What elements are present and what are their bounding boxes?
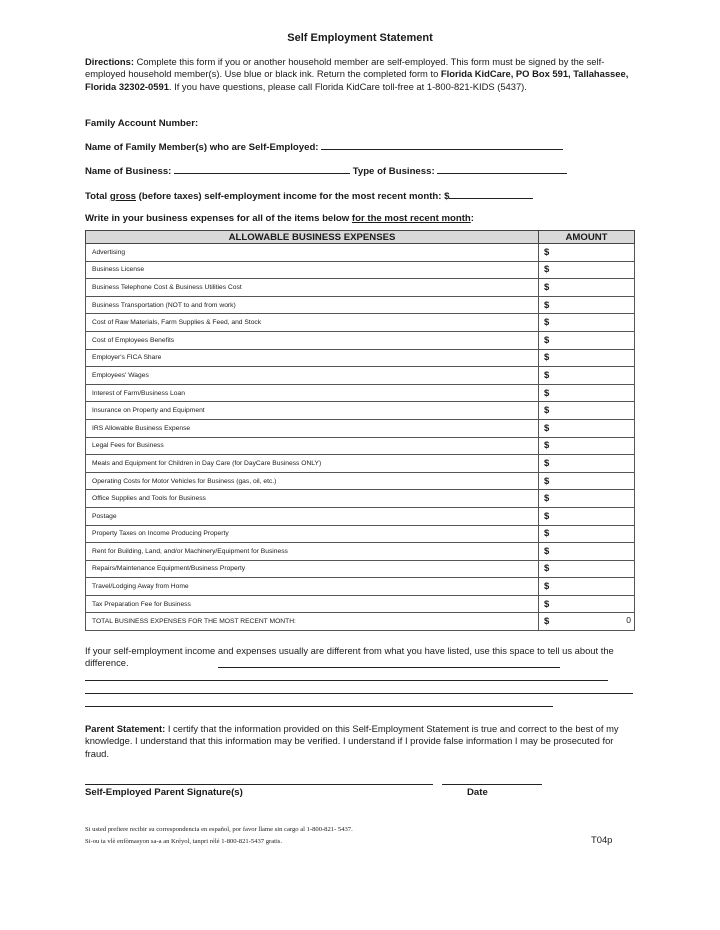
expense-item-label: Travel/Lodging Away from Home	[86, 578, 539, 596]
expense-amount-field[interactable]	[539, 543, 635, 561]
total-label: TOTAL BUSINESS EXPENSES FOR THE MOST RECENT MONTH:	[86, 613, 539, 631]
signature-line[interactable]	[85, 784, 433, 785]
table-row	[86, 507, 635, 525]
table-row	[86, 578, 635, 596]
expense-amount-field[interactable]	[539, 507, 635, 525]
expense-amount-field[interactable]	[539, 578, 635, 596]
expenses-table	[85, 230, 635, 631]
expense-amount-field[interactable]	[539, 349, 635, 367]
expense-amount-field[interactable]	[539, 331, 635, 349]
table-row	[86, 419, 635, 437]
expense-item-label: Property Taxes on Income Producing Property	[86, 525, 539, 543]
currency-symbol: $	[544, 246, 550, 258]
expense-amount-field[interactable]	[539, 296, 635, 314]
expense-item-label: Legal Fees for Business	[86, 437, 539, 455]
account-number-field[interactable]	[85, 118, 198, 129]
table-row	[86, 437, 635, 455]
expense-item-label: Business License	[86, 261, 539, 279]
currency-symbol: $	[544, 581, 550, 593]
amount-column-header: AMOUNT	[539, 231, 635, 244]
directions-contact: . If you have questions, please call Florida KidCare toll-free at 1-800-821-KIDS (5437).	[168, 80, 527, 92]
expense-item-label: Employer's FICA Share	[86, 349, 539, 367]
expenses-table-body	[86, 244, 635, 631]
currency-symbol: $	[544, 317, 550, 329]
expense-amount-field[interactable]	[539, 419, 635, 437]
expense-amount-field[interactable]	[539, 455, 635, 473]
expense-amount-field[interactable]	[539, 490, 635, 508]
business-fields	[85, 163, 567, 177]
table-row	[86, 455, 635, 473]
directions-text: Complete this form if you or another household member are self-employed. This form must be signed by the self-employed household member(s). Use blue or black ink. Return the completed form to	[85, 56, 605, 80]
date-label: Date	[467, 787, 488, 798]
table-row	[86, 261, 635, 279]
table-row	[86, 296, 635, 314]
total-row	[86, 613, 635, 631]
income-field	[85, 188, 533, 202]
currency-symbol: $	[544, 281, 550, 293]
currency-symbol: $	[544, 475, 550, 487]
directions-address: Florida KidCare, PO Box 591, Tallahassee, Florida 32302-0591	[85, 68, 629, 92]
date-line[interactable]	[442, 784, 542, 785]
expense-item-label: Rent for Building, Land, and/or Machinery/Equipment for Business	[86, 543, 539, 561]
income-gross-word: gross	[109, 191, 137, 202]
currency-symbol: $	[544, 440, 550, 452]
difference-line-1[interactable]	[218, 667, 560, 668]
business-name-label: Name of Business:	[85, 166, 172, 177]
members-input-line[interactable]	[321, 139, 563, 150]
expense-amount-field[interactable]	[539, 384, 635, 402]
expenses-intro-end: :	[470, 213, 474, 224]
table-row	[86, 384, 635, 402]
form-code: T04p	[591, 834, 613, 845]
expenses-intro-text: Write in your business expenses for all of the items below	[85, 213, 352, 224]
difference-line-2[interactable]	[85, 680, 608, 681]
expense-item-label: Meals and Equipment for Children in Day Care (for DayCare Business ONLY)	[86, 455, 539, 473]
expense-item-label: Employees' Wages	[86, 367, 539, 385]
table-row	[86, 402, 635, 420]
account-number-label: Family Account Number:	[85, 118, 199, 129]
expense-item-label: Operating Costs for Motor Vehicles for Business (gas, oil, etc.)	[86, 472, 539, 490]
expense-item-label: Business Telephone Cost & Business Utilities Cost	[86, 279, 539, 297]
members-label: Name of Family Member(s) who are Self-Employed:	[85, 142, 319, 153]
table-row	[86, 279, 635, 297]
currency-symbol: $	[544, 352, 550, 364]
expense-amount-field[interactable]	[539, 279, 635, 297]
table-row	[86, 331, 635, 349]
members-field	[85, 139, 563, 153]
expense-amount-field[interactable]	[539, 261, 635, 279]
expense-item-label: Insurance on Property and Equipment	[86, 402, 539, 420]
business-type-label: Type of Business:	[352, 166, 435, 177]
expense-item-label: Interest of Farm/Business Loan	[86, 384, 539, 402]
currency-symbol: $	[544, 510, 550, 522]
business-type-input-line[interactable]	[437, 163, 567, 174]
income-label: (before taxes) self-employment income for the most recent month: $	[136, 191, 450, 202]
expense-amount-field[interactable]	[539, 402, 635, 420]
expense-amount-field[interactable]	[539, 560, 635, 578]
currency-symbol: $	[544, 528, 550, 540]
income-prefix: Total	[85, 191, 110, 202]
table-header-row	[86, 231, 635, 244]
expense-item-label: Repairs/Maintenance Equipment/Business Property	[86, 560, 539, 578]
table-row	[86, 349, 635, 367]
signature-label: Self-Employed Parent Signature(s)	[85, 787, 243, 798]
currency-symbol: $	[544, 405, 550, 417]
directions-label: Directions:	[85, 56, 134, 67]
currency-symbol: $	[544, 545, 550, 557]
expense-amount-field[interactable]	[539, 367, 635, 385]
expense-item-label: Cost of Employees Benefits	[86, 331, 539, 349]
table-row	[86, 595, 635, 613]
parent-statement	[85, 723, 625, 760]
currency-symbol: $	[544, 387, 550, 399]
expense-amount-field[interactable]	[539, 525, 635, 543]
table-row	[86, 543, 635, 561]
table-row	[86, 490, 635, 508]
table-row	[86, 244, 635, 262]
expenses-column-header: ALLOWABLE BUSINESS EXPENSES	[86, 231, 539, 244]
expense-item-label: Cost of Raw Materials, Farm Supplies & Feed, and Stock	[86, 314, 539, 332]
expense-amount-field[interactable]	[539, 437, 635, 455]
currency-symbol: $	[544, 616, 550, 628]
expense-item-label: Business Transportation (NOT to and from work)	[86, 296, 539, 314]
currency-symbol: $	[544, 264, 550, 276]
business-name-input-line[interactable]	[174, 163, 350, 174]
expense-amount-field[interactable]	[539, 314, 635, 332]
expense-amount-field[interactable]	[539, 595, 635, 613]
directions-paragraph	[85, 56, 635, 93]
expense-item-label: Postage	[86, 507, 539, 525]
expense-item-label: IRS Allowable Business Expense	[86, 419, 539, 437]
table-row	[86, 525, 635, 543]
table-row	[86, 560, 635, 578]
income-input-line[interactable]	[449, 188, 533, 199]
parent-statement-text: I certify that the information provided on this Self-Employment Statement is true and correct to the best of my knowledge. I understand that this information may be verified. I understand if I provide false information I may be prosecuted for fraud.	[85, 723, 619, 759]
footer-spanish: Si usted prefiere recibir su correspondencia en español, por favor llame sin cargo al 1-800-821- 5437.	[85, 826, 353, 833]
expense-amount-field[interactable]	[539, 472, 635, 490]
expenses-intro-emphasis: for the most recent month	[351, 213, 471, 224]
currency-symbol: $	[544, 369, 550, 381]
currency-symbol: $	[544, 457, 550, 469]
table-row	[86, 314, 635, 332]
currency-symbol: $	[544, 299, 550, 311]
total-amount-field[interactable]	[539, 613, 635, 631]
currency-symbol: $	[544, 493, 550, 505]
page-title: Self Employment Statement	[287, 32, 433, 44]
expense-amount-field[interactable]	[539, 244, 635, 262]
table-row	[86, 472, 635, 490]
expenses-intro	[85, 213, 474, 224]
total-amount-value: 0	[626, 615, 631, 626]
difference-line-3[interactable]	[85, 693, 633, 694]
currency-symbol: $	[544, 422, 550, 434]
currency-symbol: $	[544, 598, 550, 610]
parent-statement-label: Parent Statement:	[85, 723, 166, 734]
footer-creole: Si-ou ta vlè enfòmasyon sa-a an Kréyol, tanpri rélé 1-800-821-5437 gratis.	[85, 838, 283, 845]
currency-symbol: $	[544, 563, 550, 575]
currency-symbol: $	[544, 334, 550, 346]
expense-item-label: Office Supplies and Tools for Business	[86, 490, 539, 508]
expense-item-label: Advertising	[86, 244, 539, 262]
table-row	[86, 367, 635, 385]
difference-line-4[interactable]	[85, 706, 553, 707]
expense-item-label: Tax Preparation Fee for Business	[86, 595, 539, 613]
difference-instructions: If your self-employment income and expenses usually are different from what you have listed, use this space to tell us about the difference.	[85, 645, 614, 669]
